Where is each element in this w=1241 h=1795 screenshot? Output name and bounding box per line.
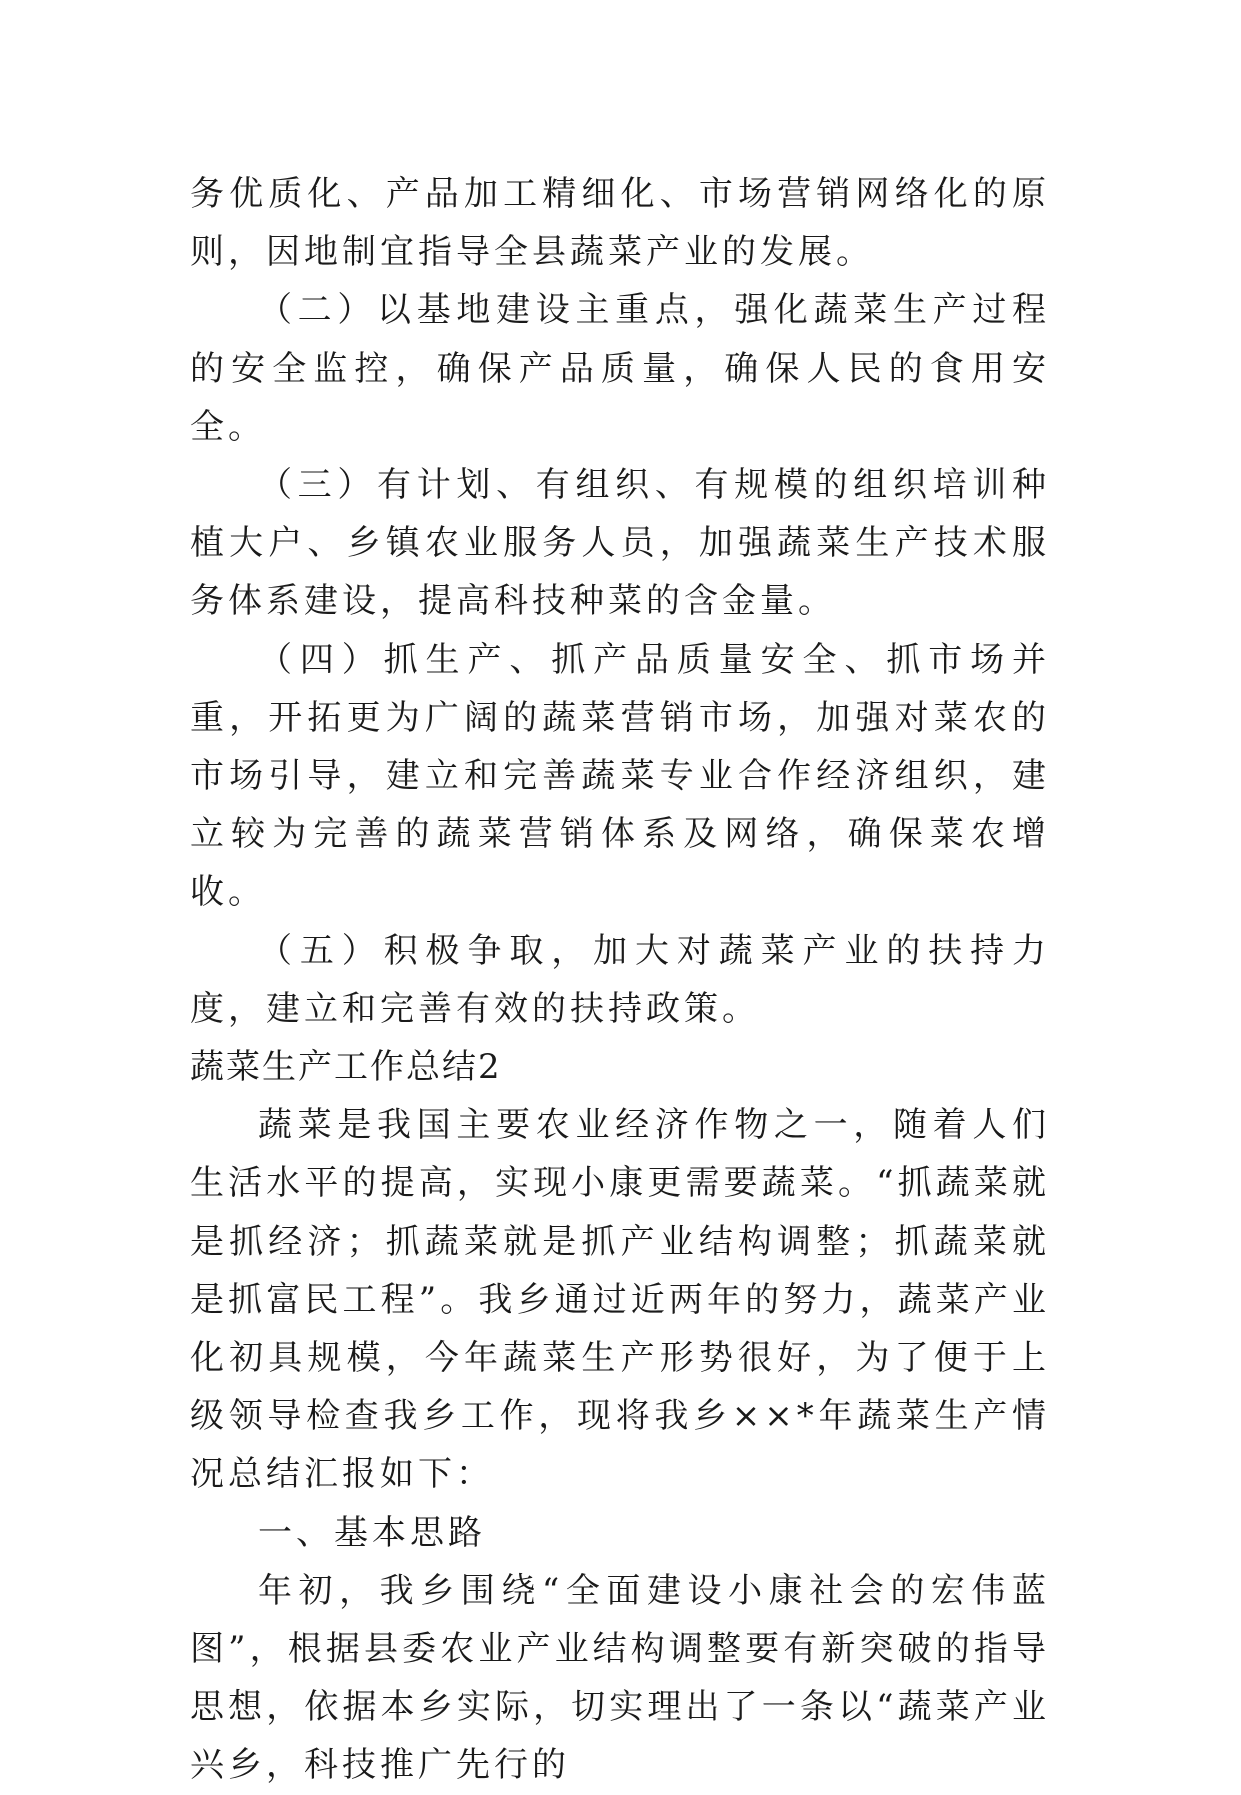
subheading-basic-ideas: 一、基本思路	[258, 1512, 486, 1553]
paragraph-item-5: （五）积极争取，加大对蔬菜产业的扶持力度，建立和完善有效的扶持政策。	[190, 930, 1050, 1029]
paragraph-item-4: （四）抓生产、抓产品质量安全、抓市场并重，开拓更为广阔的蔬菜营销市场，加强对菜农的市场引导，建立和完善蔬菜专业合作经济组织，建立较为完善的蔬菜营销体系及网络，确保菜农增收。	[190, 639, 1050, 913]
document-body	[190, 165, 1050, 1795]
paragraph-item-3: （三）有计划、有组织、有规模的组织培训种植大户、乡镇农业服务人员，加强蔬菜生产技术服务体系建设，提高科技种菜的含金量。	[190, 465, 1050, 622]
paragraph-last: 年初，我乡围绕“全面建设小康社会的宏伟蓝图”，根据县委农业产业结构调整要有新突破的指导思想，依据本乡实际，切实理出了一条以“蔬菜产业兴乡，科技推广先行的	[190, 1570, 1050, 1786]
paragraph-intro: 蔬菜是我国主要农业经济作物之一，随着人们生活水平的提高，实现小康更需要蔬菜。“抓蔬菜就是抓经济；抓蔬菜就是抓产业结构调整；抓蔬菜就是抓富民工程”。我乡通过近两年的努力，蔬菜产业化初具规模，今年蔬菜生产形势很好，为了便于上级领导检查我乡工作，现将我乡××*年蔬菜生产情况总结汇报如下：	[190, 1105, 1050, 1495]
section-title: 蔬菜生产工作总结2	[190, 1047, 502, 1088]
paragraph-item-2: （二）以基地建设主重点，强化蔬菜生产过程的安全监控，确保产品质量，确保人民的食用安全。	[190, 290, 1050, 447]
paragraph-continued: 务优质化、产品加工精细化、市场营销网络化的原则，因地制宜指导全县蔬菜产业的发展。	[190, 174, 1050, 273]
